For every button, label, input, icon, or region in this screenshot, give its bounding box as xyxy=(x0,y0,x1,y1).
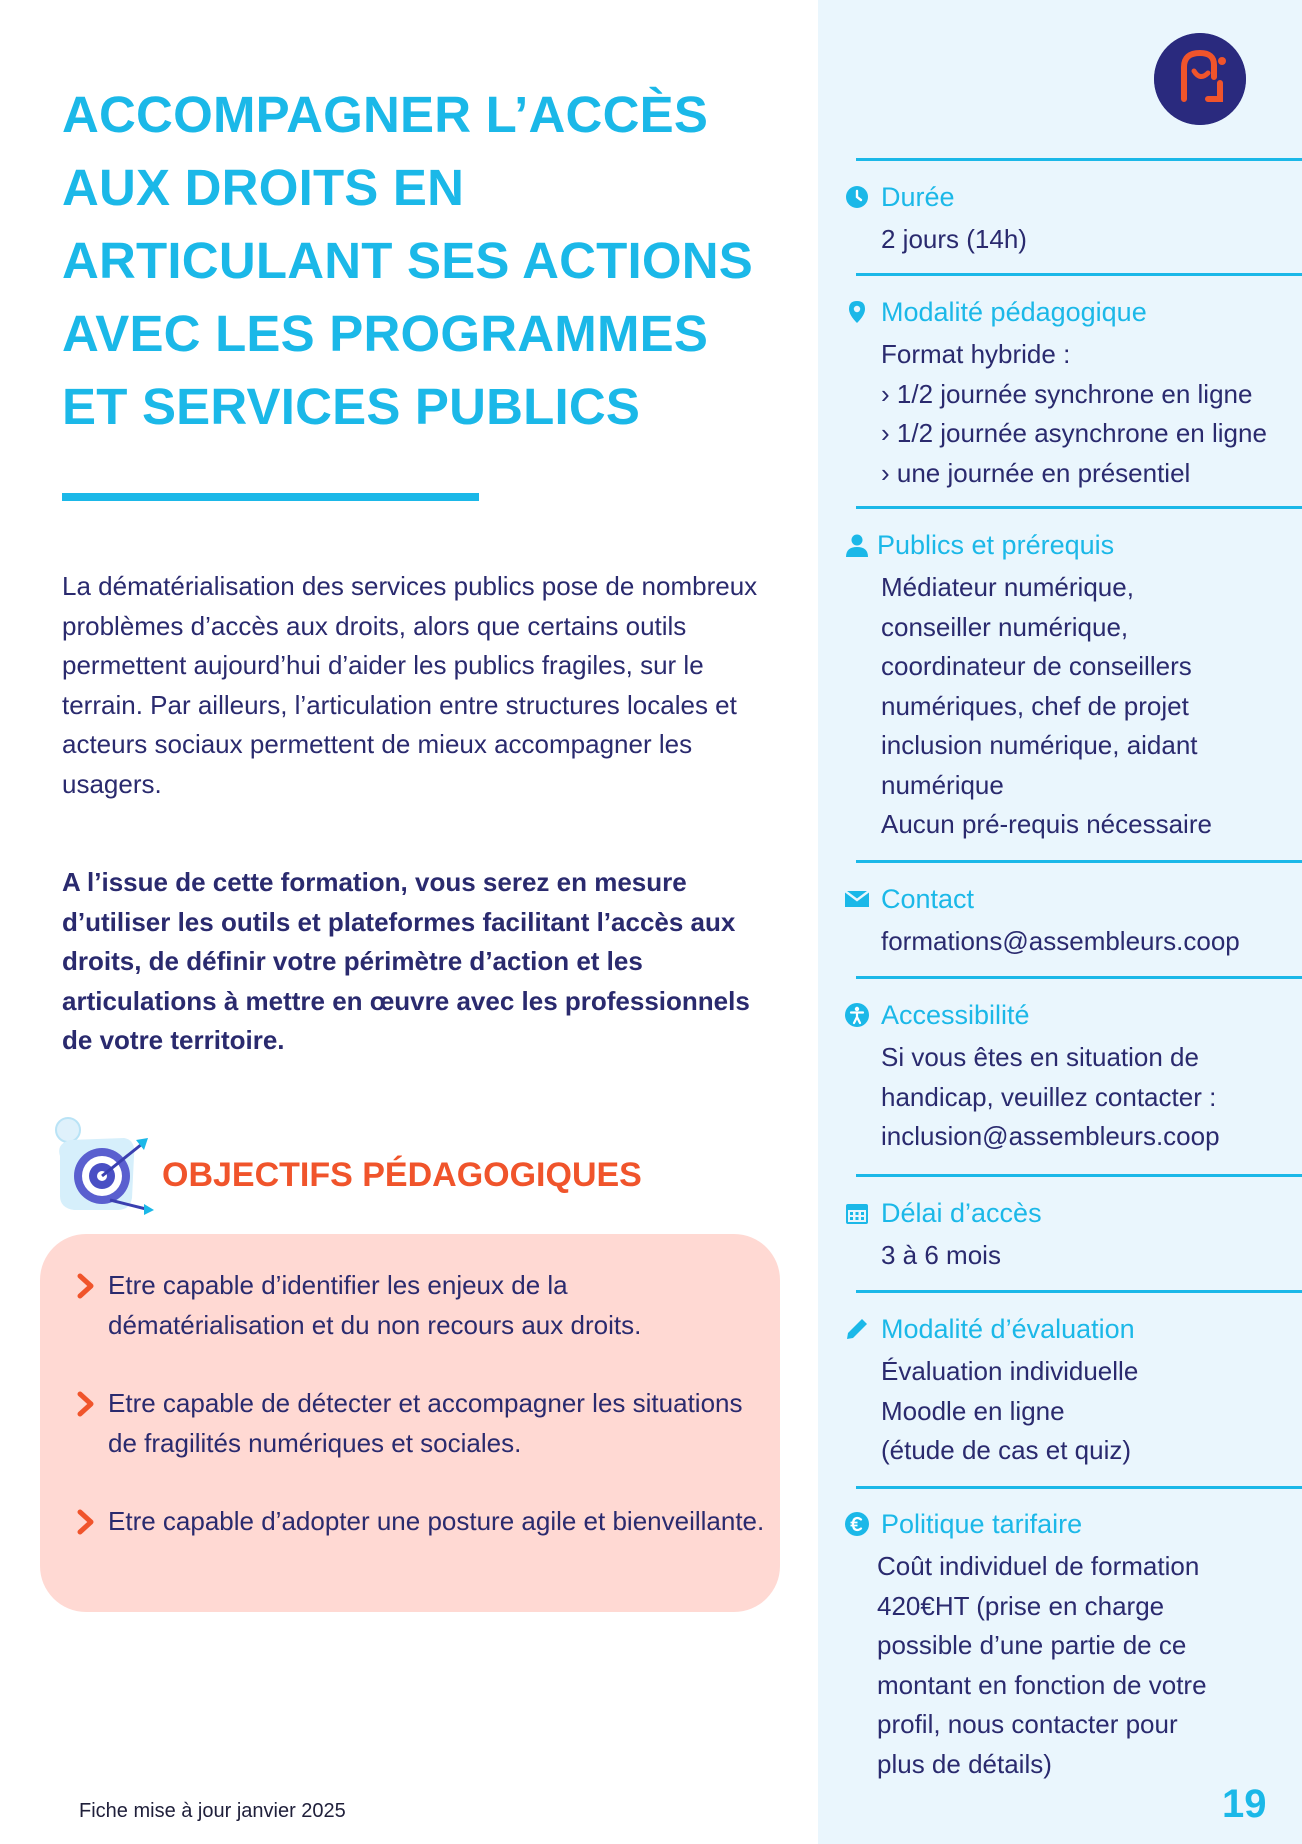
target-icon xyxy=(46,1116,154,1216)
info-value xyxy=(881,568,1301,845)
section-divider xyxy=(856,158,1302,161)
title-line: ACCOMPAGNER L’ACCÈS xyxy=(62,86,709,143)
calendar-icon xyxy=(845,1201,869,1225)
info-value xyxy=(881,220,1301,260)
info-line: inclusion@assembleurs.coop xyxy=(881,1121,1220,1151)
user-icon xyxy=(845,533,869,557)
section-divider xyxy=(856,976,1302,979)
info-value xyxy=(881,1352,1301,1471)
info-value xyxy=(881,1236,1301,1276)
chevron-right-icon xyxy=(74,1391,98,1417)
info-label: Modalité d’évaluation xyxy=(881,1314,1135,1344)
info-line: numériques, chef de projet xyxy=(881,690,1189,721)
info-line: numérique xyxy=(881,769,1004,800)
info-line: Médiateur numérique, xyxy=(881,572,1134,602)
info-line: Aucun pré-requis nécessaire xyxy=(881,809,1212,839)
objectives-title: OBJECTIFS PÉDAGOGIQUES xyxy=(162,1156,642,1194)
info-line: (étude de cas et quiz) xyxy=(881,1435,1132,1465)
info-line: 420€HT (prise en charge xyxy=(877,1590,1165,1621)
info-label: Contact xyxy=(881,884,975,914)
page-title xyxy=(62,78,802,443)
pencil-icon xyxy=(845,1317,869,1341)
info-line: › 1/2 journée asynchrone en ligne xyxy=(881,418,1267,448)
info-value xyxy=(881,1038,1301,1157)
info-line: profil, nous contacter pour xyxy=(877,1709,1178,1739)
section-divider xyxy=(856,1174,1302,1177)
euro-icon xyxy=(845,1512,869,1536)
info-value xyxy=(877,1547,1297,1784)
info-line: Si vous êtes en situation de xyxy=(881,1042,1199,1072)
info-line: conseiller numérique, xyxy=(881,611,1129,642)
info-line: coordinateur de conseillers xyxy=(881,651,1192,681)
objective-text: Etre capable d’identifier les enjeux de la dématérialisation et du non recours aux droits. xyxy=(108,1270,642,1340)
info-label: Politique tarifaire xyxy=(881,1509,1083,1539)
title-line: AVEC LES PROGRAMMES xyxy=(62,305,709,362)
info-label: Accessibilité xyxy=(881,1000,1030,1030)
info-line: 3 à 6 mois xyxy=(881,1240,1001,1270)
info-line: Moodle en ligne xyxy=(881,1395,1065,1426)
info-line: plus de détails) xyxy=(877,1748,1052,1779)
title-line: ET SERVICES PUBLICS xyxy=(62,378,641,435)
section-divider xyxy=(856,273,1302,276)
info-label: Publics et prérequis xyxy=(877,530,1115,560)
info-value xyxy=(881,335,1301,493)
section-divider xyxy=(856,860,1302,863)
info-line: 2 jours (14h) xyxy=(881,224,1027,254)
info-label: Durée xyxy=(881,182,955,212)
info-label: Modalité pédagogique xyxy=(881,297,1147,327)
title-line: ARTICULANT SES ACTIONS xyxy=(62,232,754,289)
outcome-paragraph: A l’issue de cette formation, vous serez en mesure d’utiliser les outils et plateformes facilitant l’accès aux droits, de définir votre périmètre d’action et les articulations à mettre en œuvre avec les professionnels de votre territoire. xyxy=(62,867,750,1055)
section-divider xyxy=(856,1486,1302,1489)
update-note: Fiche mise à jour janvier 2025 xyxy=(79,1800,346,1822)
info-line: possible d’une partie de ce xyxy=(877,1630,1187,1660)
info-line: › 1/2 journée synchrone en ligne xyxy=(881,378,1253,409)
info-value xyxy=(881,922,1301,962)
objective-item xyxy=(108,1384,768,1463)
chevron-right-icon xyxy=(74,1509,98,1535)
info-line: formations@assembleurs.coop xyxy=(881,926,1240,956)
section-divider xyxy=(856,1290,1302,1293)
objective-text: Etre capable d’adopter une posture agile et bienveillante. xyxy=(108,1506,765,1536)
chevron-right-icon xyxy=(74,1273,98,1299)
map-pin-icon xyxy=(845,300,869,324)
objective-item xyxy=(108,1266,768,1345)
info-line: Évaluation individuelle xyxy=(881,1356,1139,1386)
objectives-box xyxy=(40,1234,780,1612)
info-line: montant en fonction de votre xyxy=(877,1669,1207,1700)
info-line: handicap, veuillez contacter : xyxy=(881,1081,1217,1112)
info-line: Coût individuel de formation xyxy=(877,1551,1200,1581)
title-line: AUX DROITS EN xyxy=(62,159,465,216)
info-line: › une journée en présentiel xyxy=(881,457,1191,488)
info-line: Format hybride : xyxy=(881,339,1071,369)
info-label: Délai d’accès xyxy=(881,1198,1042,1228)
intro-paragraph: La dématérialisation des services publics pose de nombreux problèmes d’accès aux droits, alors que certains outils permettent aujourd’hui d’aider les publics fragiles, sur le terrain. Par ailleurs, l’articulation entre structures locales et acteurs sociaux permettent de mieux accompagner les usagers. xyxy=(62,571,758,799)
objective-item xyxy=(108,1502,768,1542)
objective-text: Etre capable de détecter et accompagner les situations de fragilités numériques et sociales. xyxy=(108,1388,743,1458)
assembleurs-logo xyxy=(1154,33,1246,125)
title-divider xyxy=(62,493,479,501)
info-line: inclusion numérique, aidant xyxy=(881,730,1198,760)
accessibility-icon xyxy=(845,1003,869,1027)
envelope-icon xyxy=(845,887,869,911)
clock-icon xyxy=(845,185,869,209)
section-divider xyxy=(856,506,1302,509)
page-number: 19 xyxy=(1222,1782,1267,1826)
